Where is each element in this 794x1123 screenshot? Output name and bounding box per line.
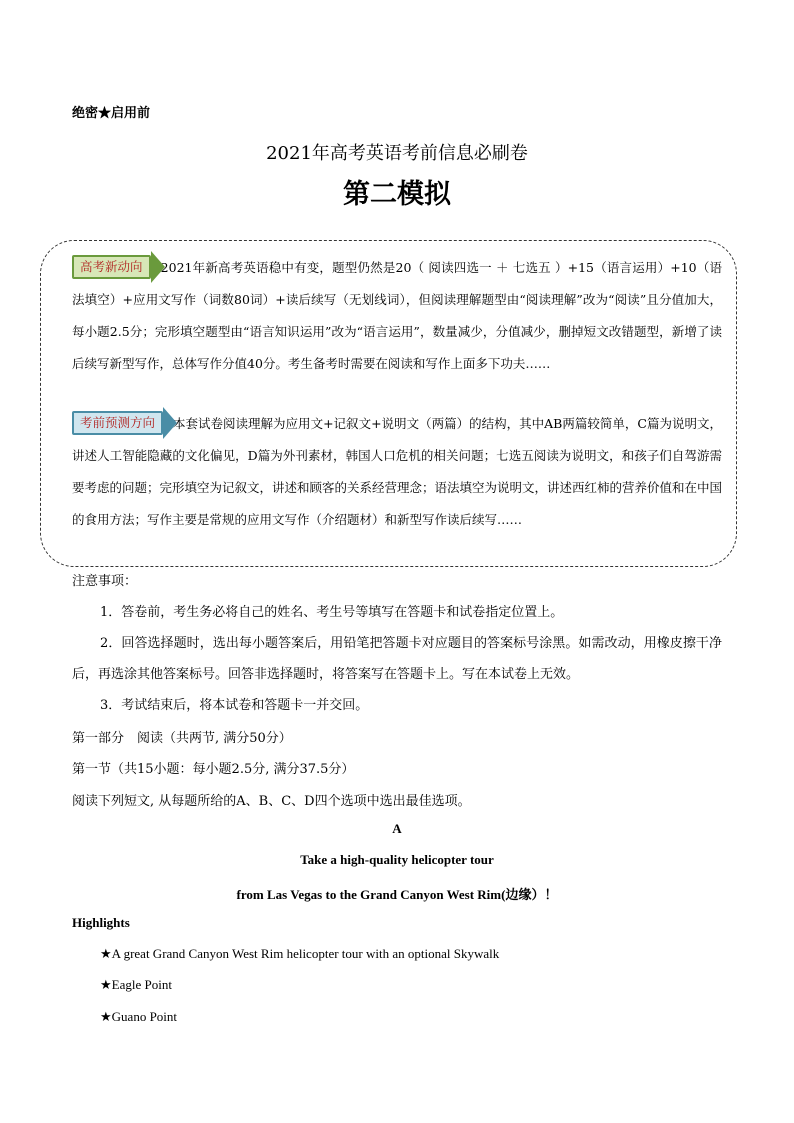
notes-heading: 注意事项：: [72, 574, 138, 589]
exam-title: 2021年高考英语考前信息必刷卷: [266, 143, 528, 164]
highlight-item: ★Guano Point: [100, 1009, 178, 1024]
confidential-label: 绝密★启用前: [72, 106, 151, 121]
trend-tag-label: 高考新动向: [80, 259, 143, 274]
highlights-heading: Highlights: [72, 915, 130, 930]
highlight-item: ★A great Grand Canyon West Rim helicopter tour with an optional Skywalk: [100, 946, 500, 961]
note-item-3: 3．考试结束后，将本试卷和答题卡一并交回。: [100, 698, 369, 713]
trend-text: 2021年新高考英语稳中有变，题型仍然是20（ 阅读四选一 ＋ 七选五 ）+15（语言运用）+10（语法填空）+应用文写作（词数80词）+读后续写（无划线词），但阅读理解题型由“阅读理解”改为“阅读”且分值加大，每小题2.5分；完形填空题型由“语言知识运用”改为“语言运用”，数量减少，分值减少，删掉短文改错题型，新增了读后续写新型写作，总体写作分值40分。考生备考时需要在阅读和写作上面多下功夫……: [72, 260, 722, 371]
section-instruction: 阅读下列短文, 从每题所给的A、B、C、D四个选项中选出最佳选项。: [72, 794, 471, 809]
arrow-right-icon: [151, 251, 165, 283]
trend-tag: [72, 255, 151, 279]
prediction-tag-label: 考前预测方向: [80, 415, 156, 430]
section-heading: 第一节（共15小题：每小题2.5分, 满分37.5分）: [72, 762, 355, 777]
prediction-tag: [72, 411, 163, 435]
arrow-right-icon: [163, 407, 177, 439]
note-item-1: 1．答卷前，考生务必将自己的姓名、考生号等填写在答题卡和试卷指定位置上。: [100, 605, 564, 620]
part-heading: 第一部分 阅读（共两节, 满分50分）: [72, 731, 292, 746]
highlight-item: ★Eagle Point: [100, 977, 172, 992]
note-item-2: 2．回答选择题时，选出每小题答案后，用铅笔把答题卡对应题目的答案标号涂黑。如需改动，用橡皮擦干净后，再选涂其他答案标号。回答非选择题时，将答案写在答题卡上。写在本试卷上无效。: [72, 636, 722, 682]
info-paragraph-prediction: [72, 408, 722, 536]
info-paragraph-trends: [72, 252, 722, 380]
passage-label: A: [392, 821, 402, 836]
passage-title-line-1: Take a high-quality helicopter tour: [300, 852, 494, 867]
exam-subtitle: 第二模拟: [343, 179, 451, 210]
prediction-text: 本套试卷阅读理解为应用文+记叙文+说明文（两篇）的结构，其中AB两篇较简单，C篇为说明文，讲述人工智能隐藏的文化偏见，D篇为外刊素材，韩国人口危机的相关问题；七选五阅读为说明文，和孩子们自驾游需要考虑的问题；完形填空为记叙文，讲述和顾客的关系经营理念；语法填空为说明文，讲述西红柿的营养价值和在中国的食用方法；写作主要是常规的应用文写作（介绍题材）和新型写作读后续写……: [72, 416, 723, 527]
passage-title-line-2: from Las Vegas to the Grand Canyon West Rim(边缘）！: [236, 887, 558, 902]
